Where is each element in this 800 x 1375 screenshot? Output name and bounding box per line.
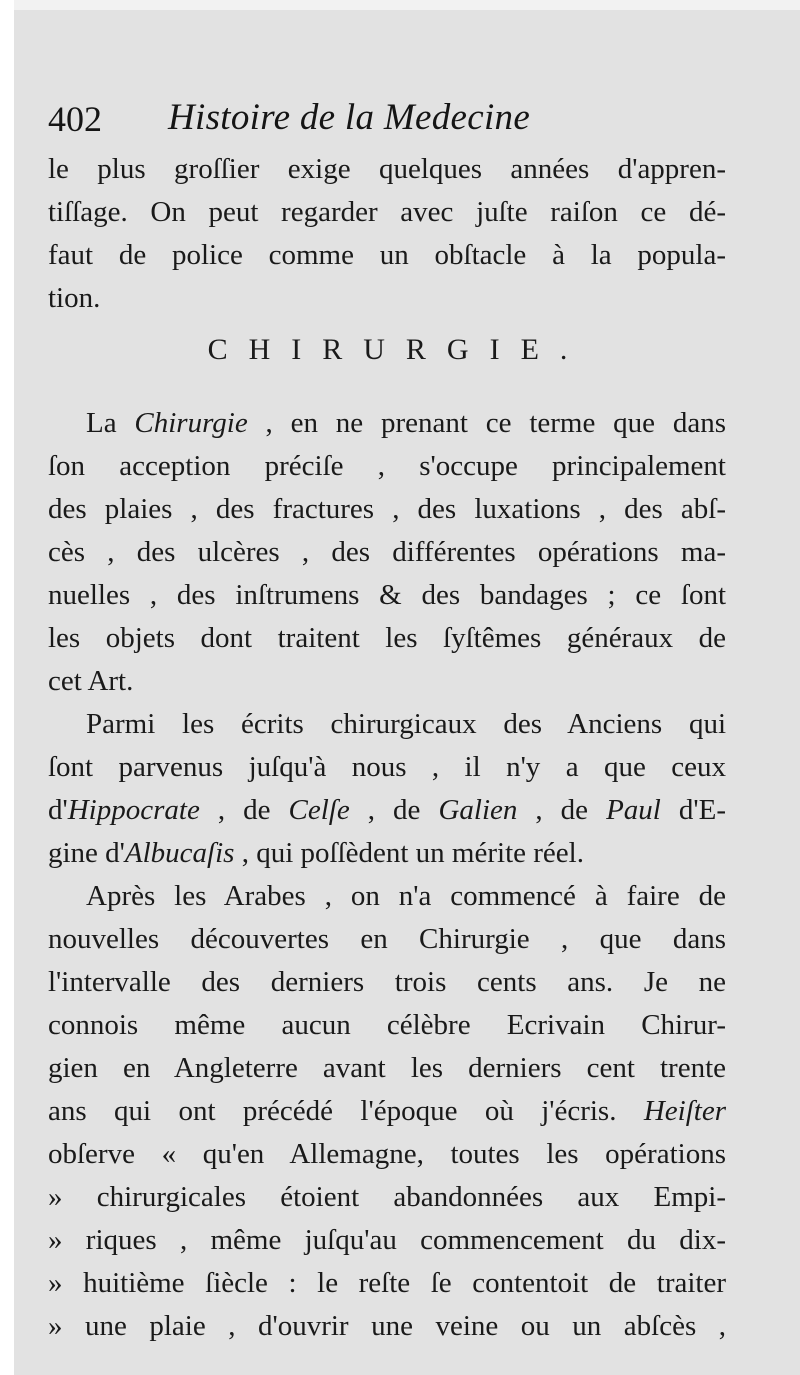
text-segment: obſerve « qu'en Allemagne, toutes les opérations (48, 1138, 726, 1170)
text-line (48, 1305, 726, 1348)
italic-text: Chirurgie (134, 407, 248, 439)
italic-text: Galien (438, 794, 518, 826)
body-text (48, 148, 726, 1348)
text-segment: » riques , même juſqu'au commencement du dix- (48, 1224, 726, 1256)
text-line (48, 402, 726, 445)
text-segment: La (86, 407, 135, 439)
text-line (48, 148, 726, 191)
text-line (48, 1262, 726, 1305)
running-header (48, 92, 738, 144)
text-segment: cet Art. (48, 665, 134, 697)
text-segment: tiſſage. On peut regarder avec juſte raiſon ce dé- (48, 196, 726, 228)
text-segment: ſont parvenus juſqu'à nous , il n'y a que ceux (48, 751, 726, 783)
text-segment: gine d' (48, 837, 125, 869)
italic-text: Paul (606, 794, 661, 826)
text-line (48, 531, 726, 574)
text-line (48, 918, 726, 961)
text-segment: » chirurgicales étoient abandonnées aux Empi- (48, 1181, 726, 1213)
text-segment: , de (199, 794, 289, 826)
text-line (48, 1090, 726, 1133)
text-line (48, 875, 726, 918)
text-line (48, 488, 726, 531)
text-line (48, 660, 726, 703)
text-segment: des plaies , des fractures , des luxations , des abſ- (48, 493, 726, 525)
text-line (48, 1133, 726, 1176)
italic-text: Heiſter (643, 1095, 726, 1127)
text-line (48, 832, 726, 875)
text-segment: le plus groſſier exige quelques années d'appren- (48, 153, 726, 185)
text-segment: ſon acception préciſe , s'occupe principalement (48, 450, 726, 482)
text-line (48, 746, 726, 789)
text-segment: les objets dont traitent les ſyſtêmes généraux de (48, 622, 726, 654)
text-segment: , en ne prenant ce terme que dans (247, 407, 726, 439)
running-title: Histoire de la Medecine (168, 97, 531, 138)
text-line (48, 961, 726, 1004)
text-segment: connois même aucun célèbre Ecrivain Chirur- (48, 1009, 726, 1041)
text-segment: cès , des ulcères , des différentes opérations ma- (48, 536, 726, 568)
text-segment: » une plaie , d'ouvrir une veine ou un abſcès , (48, 1310, 726, 1342)
text-segment: nouvelles découvertes en Chirurgie , que dans (48, 923, 726, 955)
text-segment: Après les Arabes , on n'a commencé à faire de (86, 880, 726, 912)
text-line (48, 1004, 726, 1047)
italic-text: Albucaſis (124, 837, 235, 869)
text-line (48, 1176, 726, 1219)
text-line (48, 1219, 726, 1262)
text-line (48, 617, 726, 660)
page-number: 402 (48, 99, 102, 139)
text-segment: , de (517, 794, 607, 826)
text-line (48, 1047, 726, 1090)
text-line (48, 445, 726, 488)
text-segment: ans qui ont précédé l'époque où j'écris. (48, 1095, 644, 1127)
italic-text: Celſe (288, 794, 350, 826)
text-line (48, 277, 726, 320)
text-line (48, 703, 726, 746)
text-segment: d'E- (660, 794, 726, 826)
text-segment: , qui poſſèdent un mérite réel. (234, 837, 584, 869)
text-line (48, 574, 726, 617)
section-title: CHIRURGIE. (207, 333, 589, 366)
text-segment: Parmi les écrits chirurgicaux des Anciens qui (86, 708, 726, 740)
italic-text: Hippocrate (67, 794, 200, 826)
text-segment: faut de police comme un obſtacle à la popula- (48, 239, 726, 271)
text-segment: l'intervalle des derniers trois cents ans. Je ne (48, 966, 726, 998)
text-segment: , de (349, 794, 439, 826)
text-segment: gien en Angleterre avant les derniers cent trente (48, 1052, 726, 1084)
text-segment: » huitième ſiècle : le reſte ſe contentoit de traiter (48, 1267, 726, 1299)
text-line (48, 234, 726, 277)
text-segment: d' (48, 794, 68, 826)
text-line (48, 789, 726, 832)
text-segment: tion. (48, 282, 101, 314)
text-segment: nuelles , des inſtrumens & des bandages ; ce ſont (48, 579, 726, 611)
text-line (48, 191, 726, 234)
